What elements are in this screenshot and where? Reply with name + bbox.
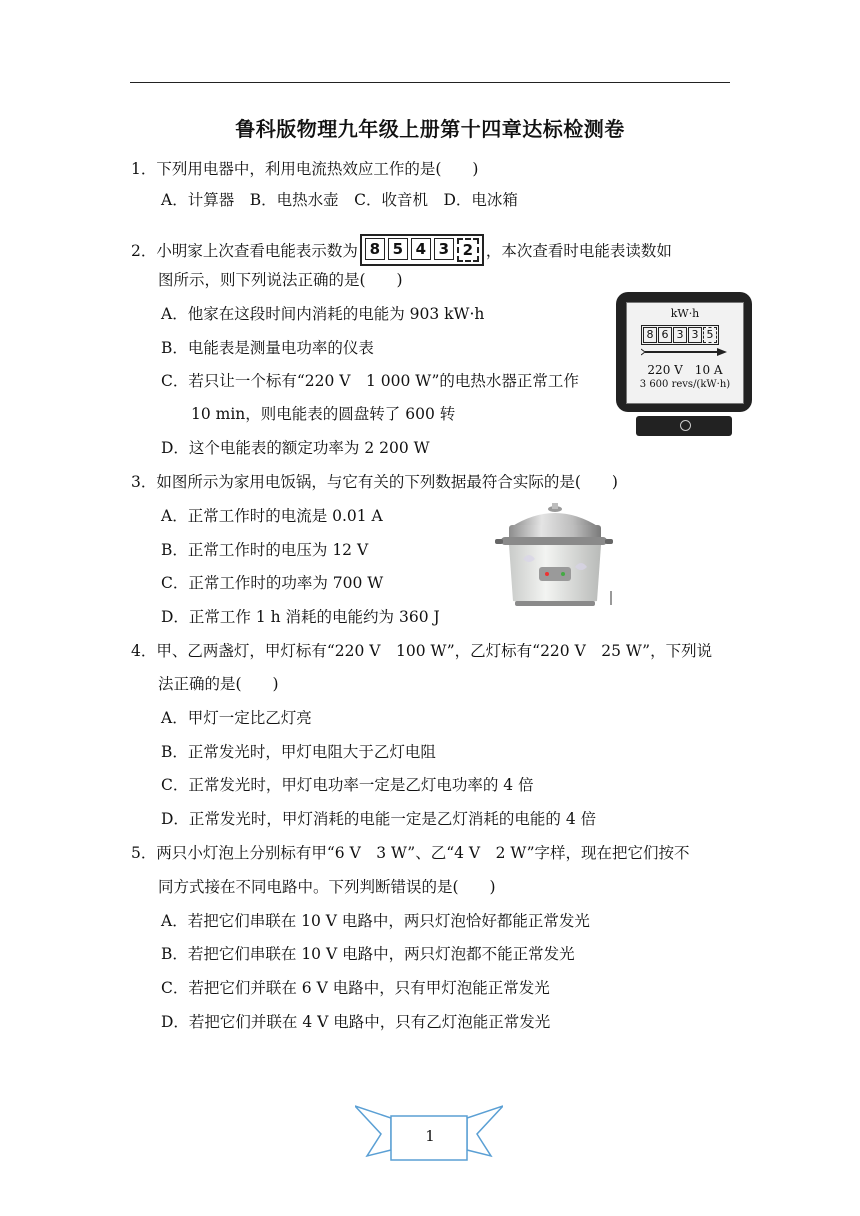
reading-digit: 8 [365,238,385,260]
reading-digit: 5 [388,238,408,260]
question-2-option-d: D．这个电能表的额定功率为 2 200 W [161,439,430,457]
question-4-option-b: B．正常发光时，甲灯电阻大于乙灯电阻 [161,743,436,761]
question-2-option-b: B．电能表是测量电功率的仪表 [161,339,374,357]
previous-meter-reading [360,234,484,266]
question-2-stem-before: 2．小明家上次查看电能表示数为 [131,242,358,260]
rice-cooker-image [493,497,613,609]
meter-face [626,302,744,404]
question-4-stem-cont: 法正确的是( ) [158,675,279,693]
reading-digit: 4 [411,238,431,260]
page-number: 1 [425,1127,435,1145]
meter-digit: 3 [688,327,702,343]
question-5-option-a: A．若把它们串联在 10 V 电路中，两只灯泡恰好都能正常发光 [161,912,590,930]
meter-digit: 8 [643,327,657,343]
meter-digits [641,325,719,345]
question-2-stem-cont: 图所示，则下列说法正确的是( ) [158,271,403,289]
question-5-stem: 5．两只小灯泡上分别标有甲“6 V 3 W”、乙“4 V 2 W”字样，现在把它们按不 [131,844,690,862]
meter-rating: 220 V 10 A [647,363,723,377]
question-1-options: A．计算器 B．电热水壶 C．收音机 D．电冰箱 [161,191,518,209]
question-4-option-a: A．甲灯一定比乙灯亮 [161,709,312,727]
question-2-option-a: A．他家在这段时间内消耗的电能为 903 kW·h [161,305,485,323]
meter-slot-icon [680,420,691,431]
question-3-option-c: C．正常工作时的功率为 700 W [161,574,384,592]
question-3-option-a: A．正常工作时的电流是 0.01 A [161,507,383,525]
header-rule [130,82,730,83]
question-1-stem: 1．下列用电器中，利用电流热效应工作的是( ) [131,160,479,178]
question-3-option-d: D．正常工作 1 h 消耗的电能约为 360 J [161,608,440,626]
meter-disc-arrow-icon [641,348,727,356]
question-5-option-c: C．若把它们并联在 6 V 电路中，只有甲灯泡能正常发光 [161,979,550,997]
meter-unit: kW·h [670,307,700,320]
question-3-stem: 3．如图所示为家用电饭锅，与它有关的下列数据最符合实际的是( ) [131,473,618,491]
meter-body [616,292,752,412]
question-5-stem-cont: 同方式接在不同电路中。下列判断错误的是( ) [158,878,496,896]
question-2-option-c: C．若只让一个标有“220 V 1 000 W”的电热水器正常工作 [161,372,579,390]
question-5-option-b: B．若把它们串联在 10 V 电路中，两只灯泡都不能正常发光 [161,945,575,963]
meter-constant: 3 600 revs/(kW·h) [639,379,731,390]
meter-digit: 6 [658,327,672,343]
question-5-option-d: D．若把它们并联在 4 V 电路中，只有乙灯泡能正常发光 [161,1013,551,1031]
question-3-option-b: B．正常工作时的电压为 12 V [161,541,369,559]
reading-digit: 3 [434,238,454,260]
reading-digit-decimal: 2 [457,238,479,262]
question-2-option-c-cont: 10 min，则电能表的圆盘转了 600 转 [191,405,456,423]
question-4-option-d: D．正常发光时，甲灯消耗的电能一定是乙灯消耗的电能的 4 倍 [161,810,597,828]
question-2-stem [131,236,672,268]
question-2-stem-after: ，本次查看时电能表读数如 [485,242,672,260]
page-title: 鲁科版物理九年级上册第十四章达标检测卷 [235,117,625,141]
question-4-option-c: C．正常发光时，甲灯电功率一定是乙灯电功率的 4 倍 [161,776,534,794]
question-4-stem: 4．甲、乙两盏灯，甲灯标有“220 V 100 W”，乙灯标有“220 V 25 W”，下列说 [131,642,713,660]
meter-digit-decimal: 5 [703,327,717,343]
electricity-meter-figure [616,292,752,438]
meter-base [636,416,732,436]
meter-digit: 3 [673,327,687,343]
